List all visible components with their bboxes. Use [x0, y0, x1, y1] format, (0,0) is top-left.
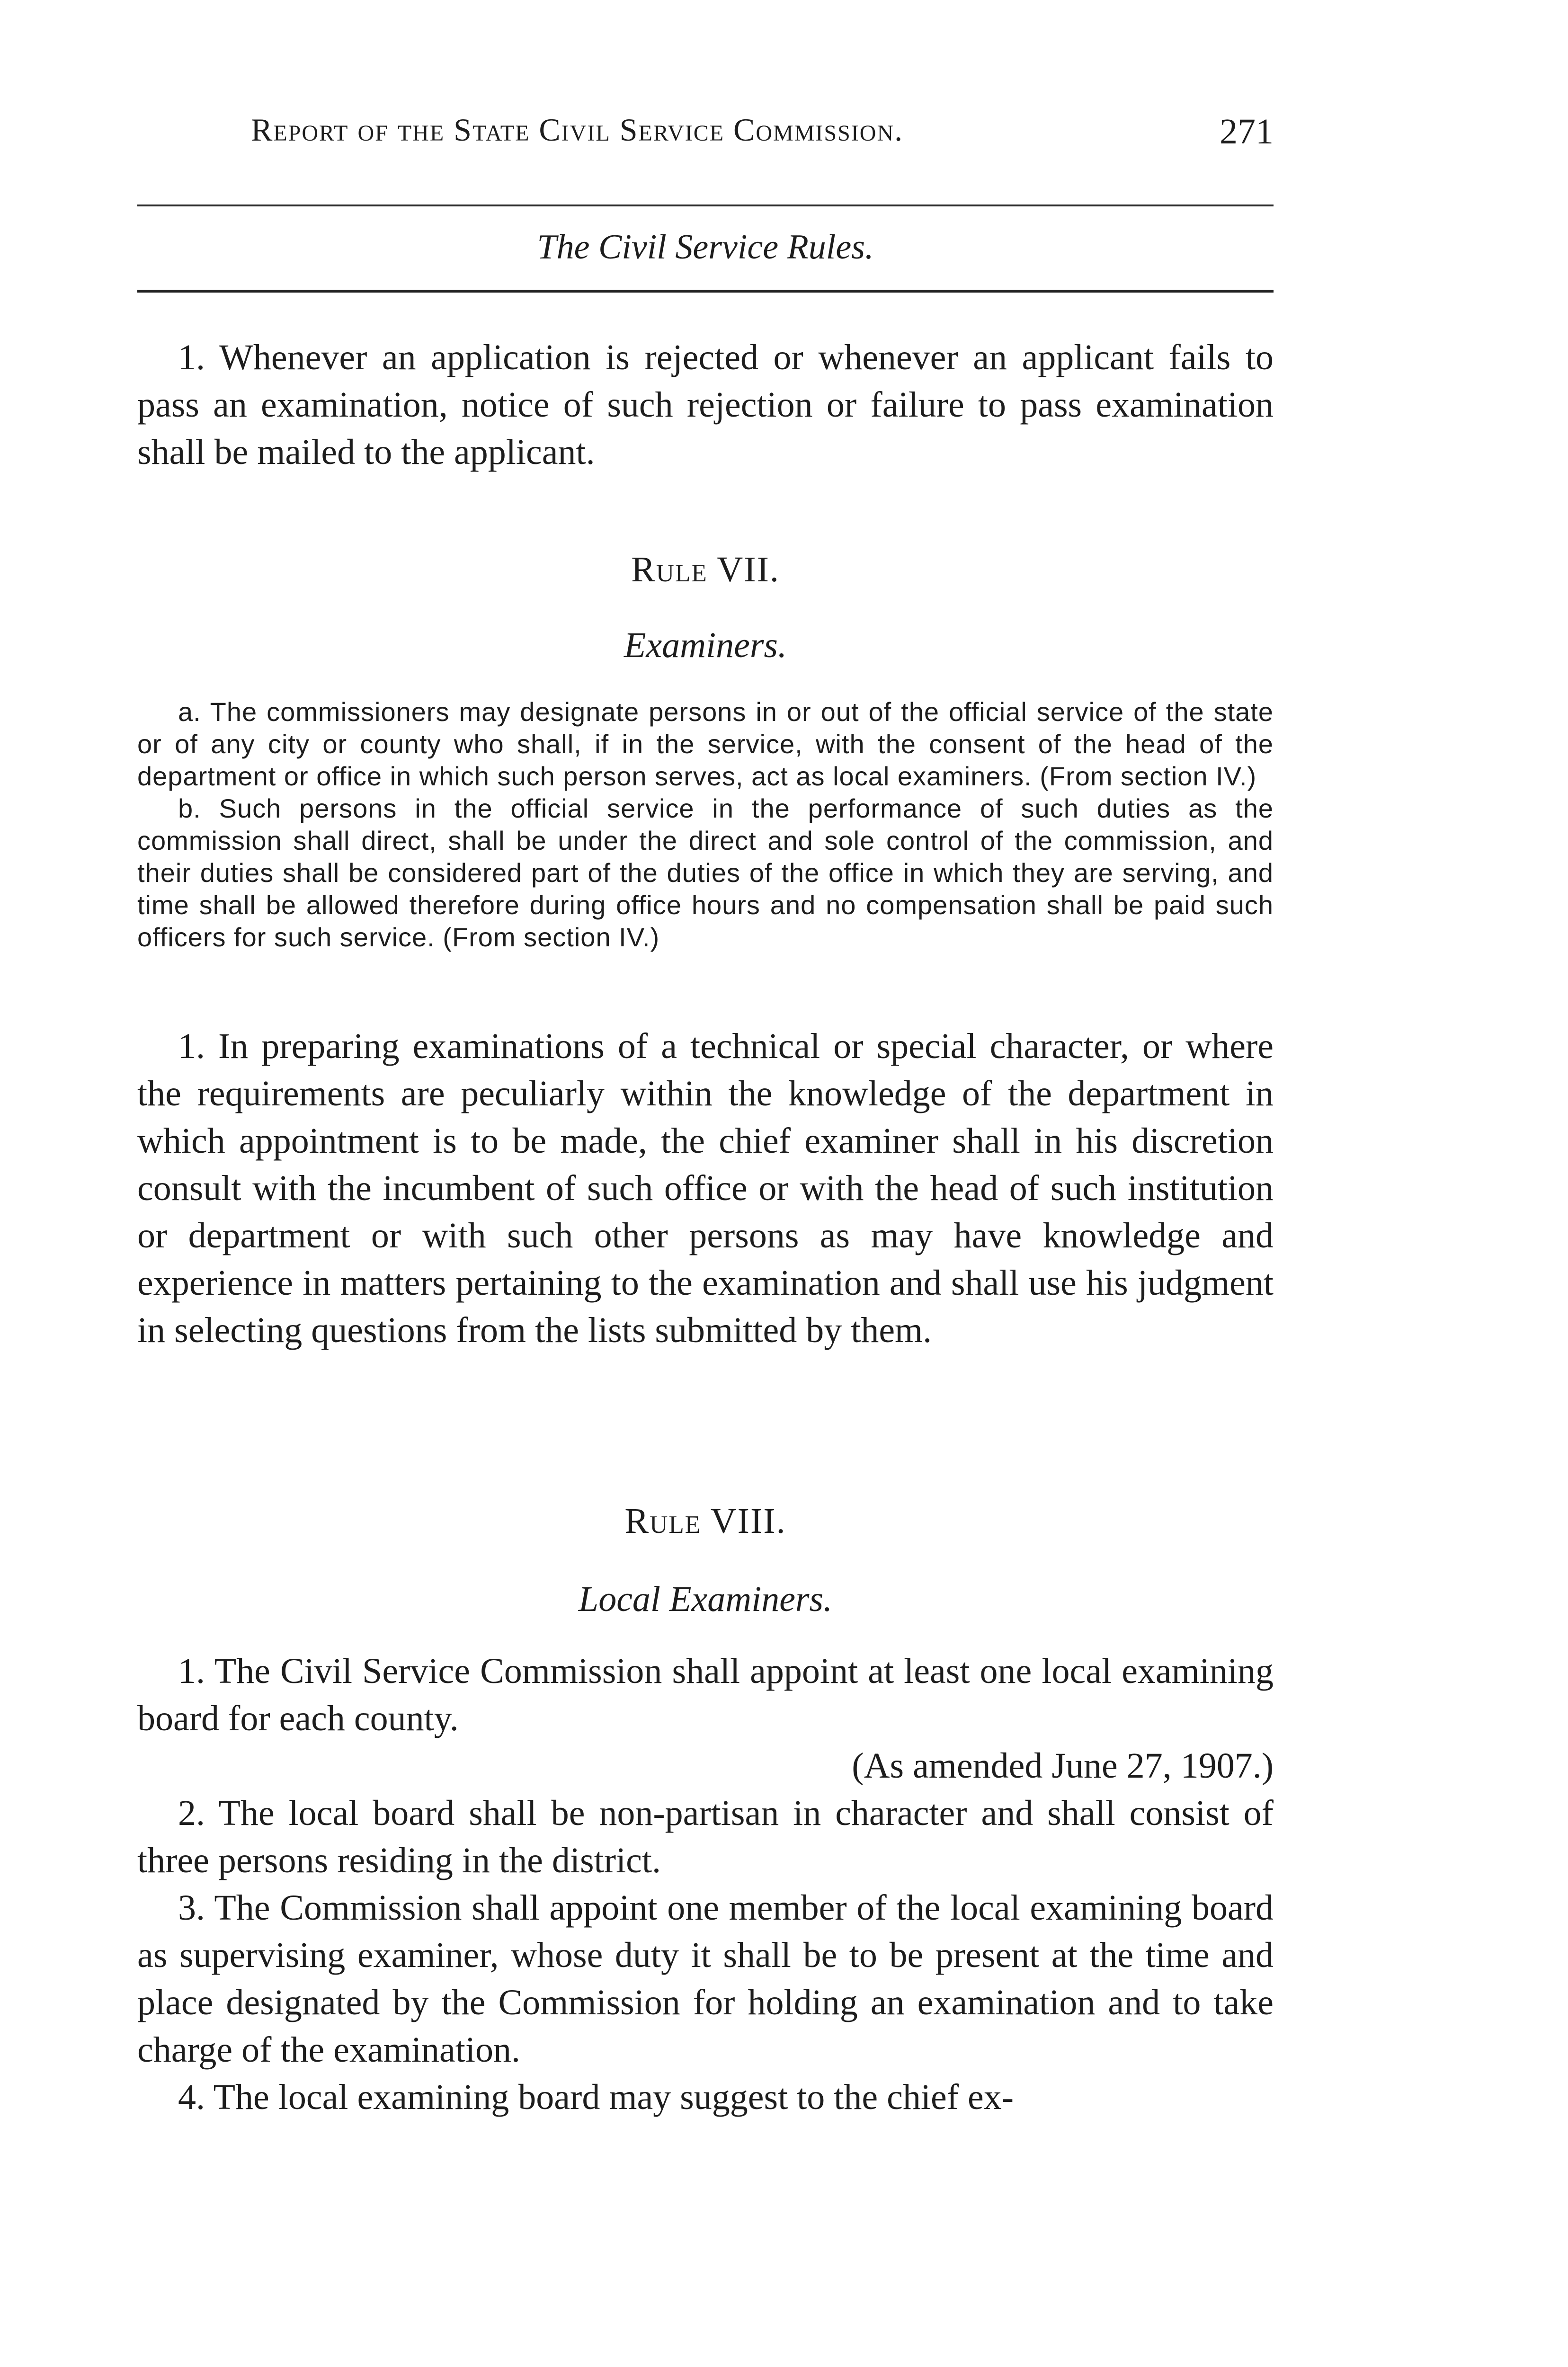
page-number: 271	[1220, 112, 1274, 151]
rule-vii-paragraph-1: 1. In preparing examinations of a technical or special character, or where the requirements are peculiarly within the knowledge of the department in which appointment is to be made, the chief examiner shall in his discretion consult with the incumbent of such office or with the head of such institution or department or with such other persons as may have knowledge and experience in matters pertaining to the examination and shall use his judgment in selecting questions from the lists submitted by them.	[137, 1026, 1274, 1350]
section-title: The Civil Service Rules.	[537, 228, 874, 267]
running-title: Report of the State Civil Service Commission.	[251, 112, 904, 148]
rule-viii-paragraph-2: 2. The local board shall be non-partisan in character and shall consist of three persons residing in the district.	[137, 1793, 1274, 1880]
rule-viii-heading: Rule VIII.	[624, 1501, 786, 1541]
header-divider-bottom	[137, 290, 1274, 293]
rule-viii-paragraph-block-1	[137, 1647, 1274, 1742]
rule-viii-paragraph-1: 1. The Civil Service Commission shall appoint at least one local examining board for each county.	[137, 1651, 1274, 1738]
running-head	[137, 111, 1274, 163]
rule-viii-paragraph-block-2	[137, 1789, 1274, 2121]
rule-viii-paragraph-3: 3. The Commission shall appoint one member of the local examining board as supervising examiner, whose duty it shall be to be present at the time and place designated by the Commission for holding an examination and to take charge of the examination.	[137, 1888, 1274, 2070]
intro-paragraph: 1. Whenever an application is rejected or whenever an applicant fails to pass an examination, notice of such rejection or failure to pass examination shall be mailed to the applicant.	[137, 338, 1274, 472]
rule-vii-paragraph-block	[137, 1023, 1274, 1354]
statute-paragraph-a: a. The commissioners may designate persons in or out of the official service of the state or of any city or county who shall, if in the service, with the consent of the head of the department or office in which such person serves, act as local examiners. (From section IV.)	[137, 697, 1274, 791]
statute-block	[137, 696, 1274, 953]
amendment-note: (As amended June 27, 1907.)	[852, 1746, 1274, 1786]
rule-vii-subheading: Examiners.	[624, 625, 787, 665]
rule-viii-paragraph-4: 4. The local examining board may suggest to the chief ex-	[178, 2077, 1014, 2117]
rule-viii-subheading: Local Examiners.	[578, 1579, 833, 1619]
statute-paragraph-b: b. Such persons in the official service in the performance of such duties as the commission shall direct, shall be under the direct and sole control of the commission, and their duties shall be considered part of the duties of the office in which they are serving, and time shall be allowed therefore during office hours and no compensation shall be paid such officers for such service. (From section IV.)	[137, 793, 1274, 952]
document-page	[137, 0, 1274, 2367]
header-divider-top	[137, 205, 1274, 206]
rule-vii-heading: Rule VII.	[631, 550, 780, 589]
intro-paragraph-block	[137, 334, 1274, 476]
